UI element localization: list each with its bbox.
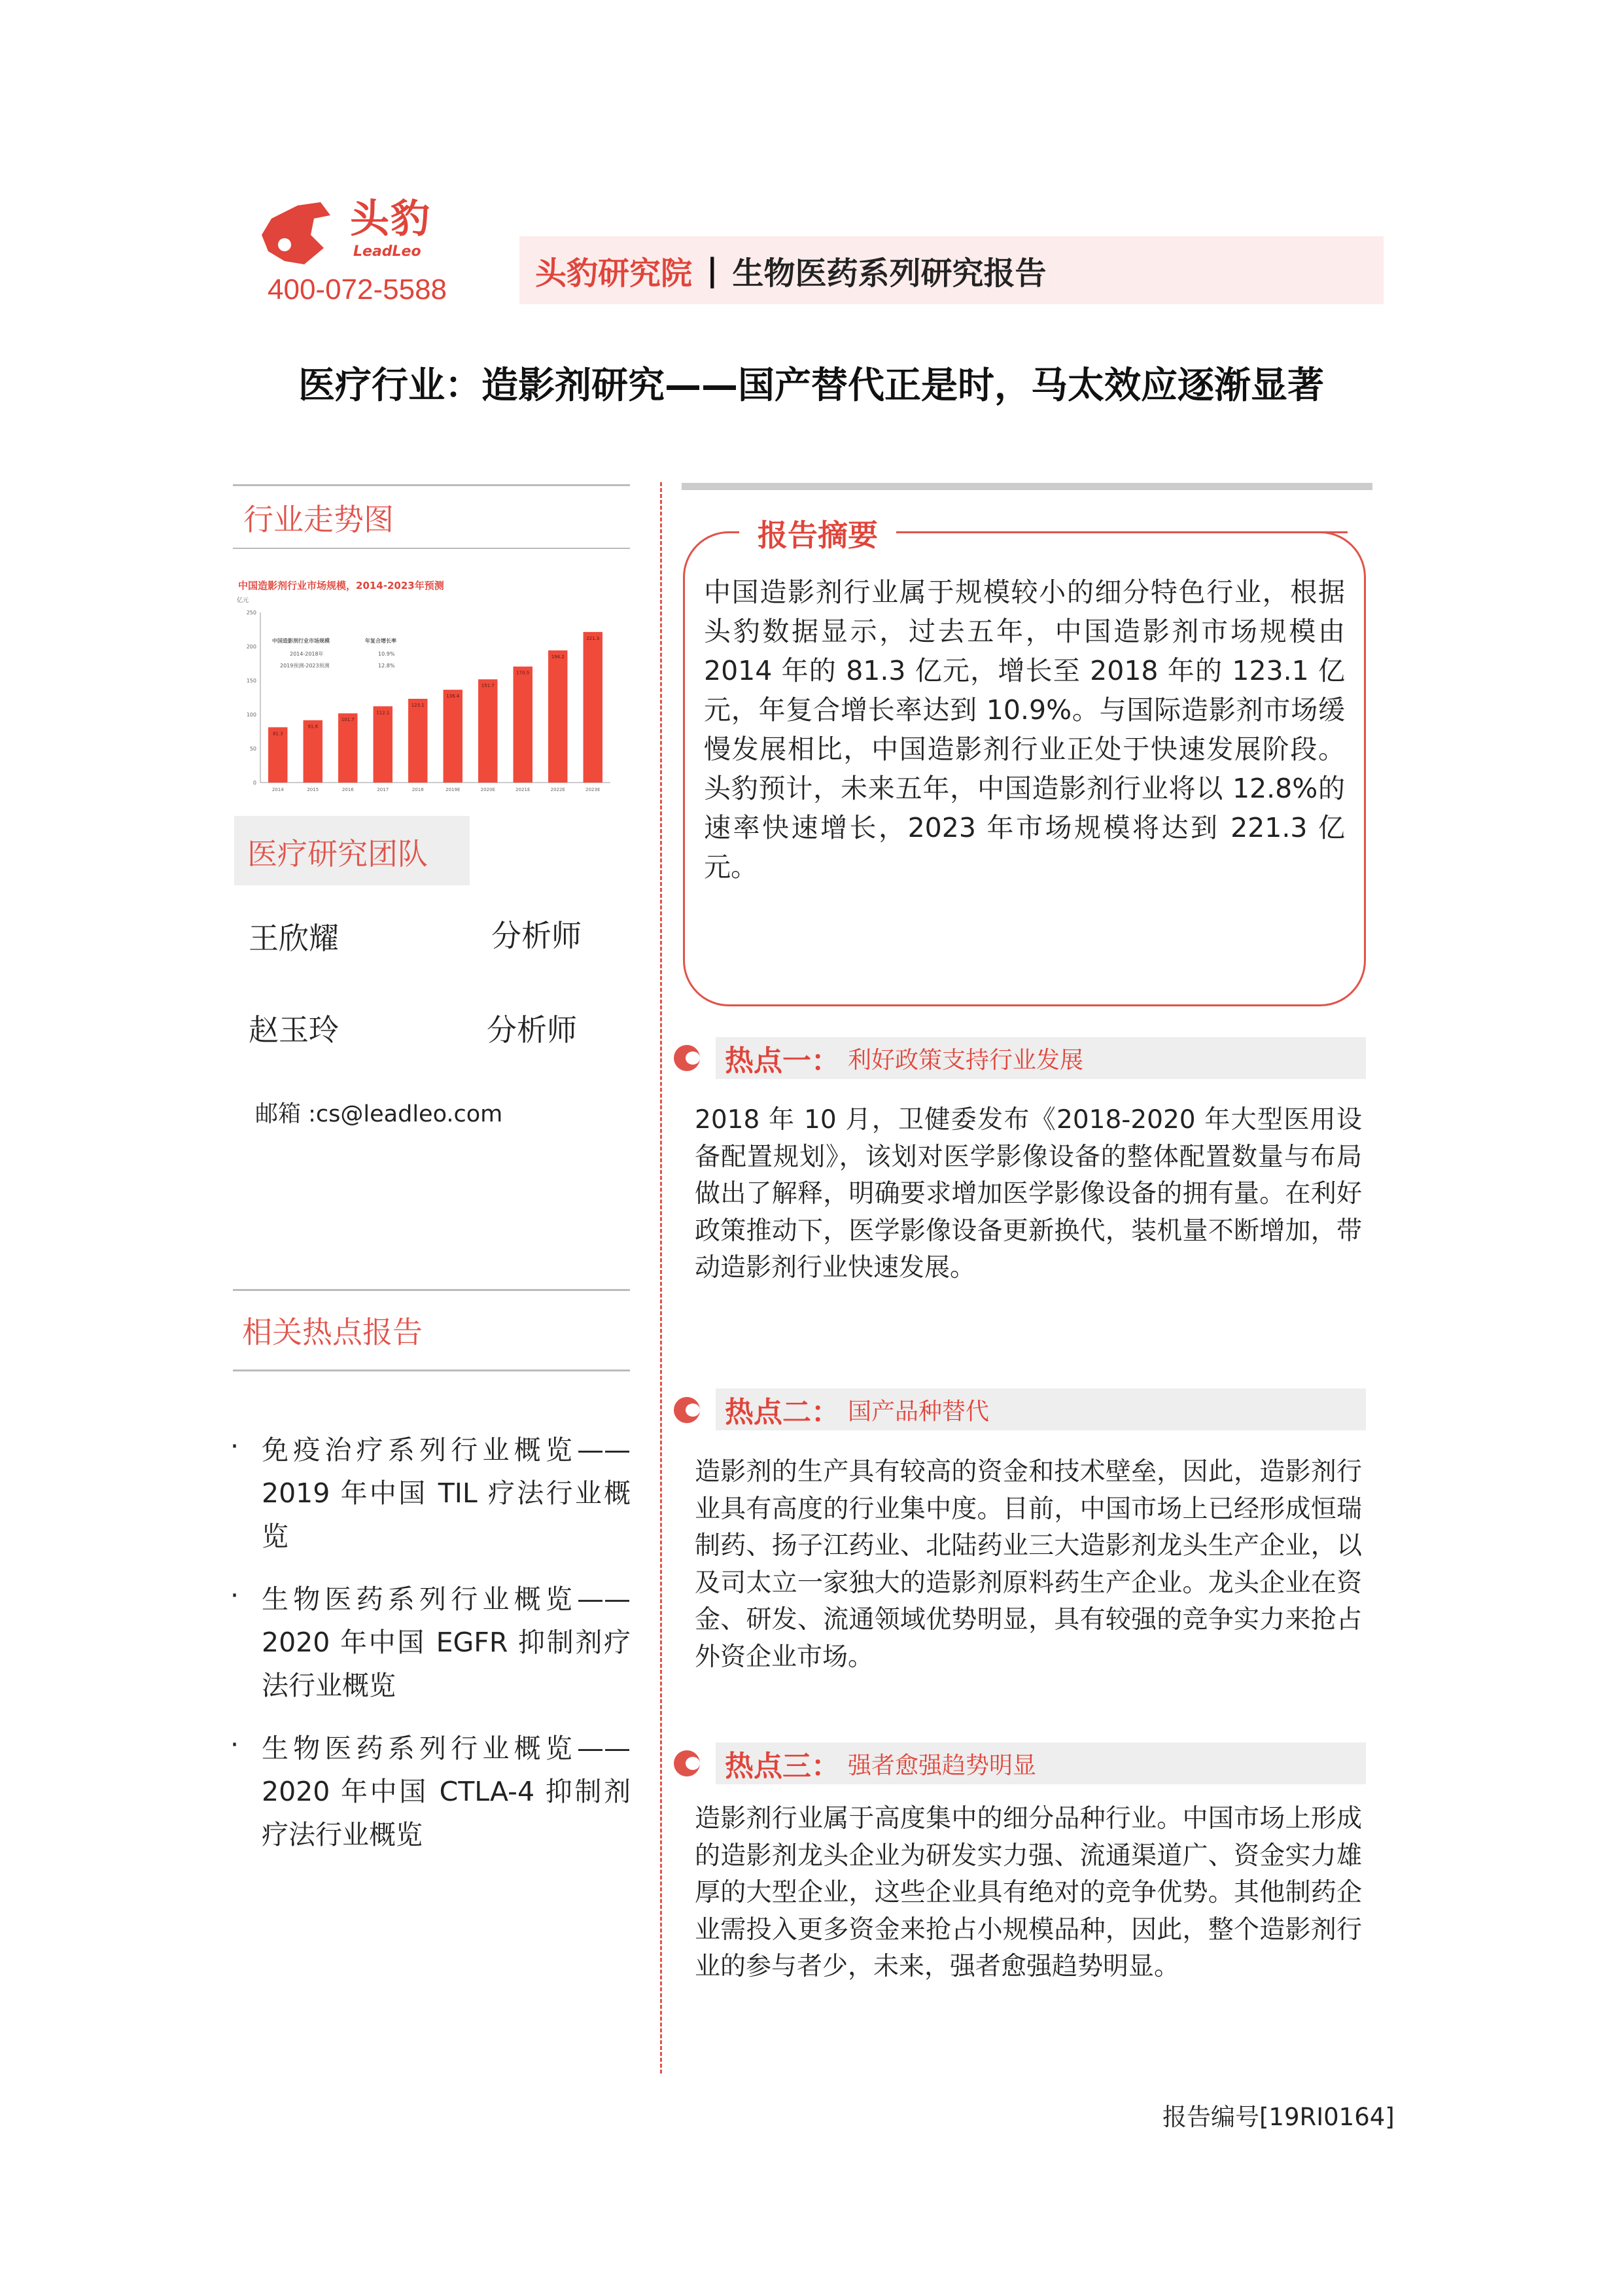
bar — [514, 667, 532, 783]
hotspot-text: 2018 年 10 月，卫健委发布《2018-2020 年大型医用设备配置规划》，该划对医学影像设备的整体配置数量与布局做出了解释，明确要求增加医学影像设备的拥有量。在利好政策推动下，医学影像设备更新换代，装机量不断增加，带动造影剂行业快速发展。 — [695, 1105, 1362, 1282]
hotspot-1-bar — [716, 1037, 1366, 1079]
related-report-list — [230, 1428, 631, 1856]
header-org: 头豹研究院 — [535, 255, 693, 292]
bar-value-label: 194.2 — [551, 654, 565, 660]
hotspot-2-bar — [716, 1388, 1366, 1430]
y-tick-label: 150 — [246, 678, 256, 684]
bar — [444, 690, 462, 783]
bar-value-label: 101.7 — [341, 717, 355, 723]
bar-value-label: 123.1 — [411, 702, 425, 708]
divider — [233, 548, 630, 549]
logo — [258, 196, 481, 321]
x-tick-label: 2015 — [307, 787, 319, 792]
page-title: 医疗行业：造影剂研究——国产替代正是时，马太效应逐渐显著 — [298, 364, 1324, 407]
bar — [478, 679, 497, 783]
inset-cell: 12.8% — [378, 663, 395, 669]
inset-cell: 2019预测-2023预测 — [280, 663, 330, 669]
x-tick-label: 2018 — [411, 787, 424, 792]
inset-header: 中国造影剂行业市场规模 — [272, 638, 330, 644]
inset-header: 年复合增长率 — [365, 638, 396, 644]
report-number: 报告编号[19RI0164] — [1162, 2103, 1395, 2131]
x-tick-label: 2023E — [585, 787, 601, 792]
bar — [374, 706, 393, 783]
hotspot-subtitle: 强者愈强趋势明显 — [848, 1752, 1037, 1779]
column-divider — [660, 482, 662, 2074]
chart-ylabel: 亿元 — [237, 597, 249, 604]
related-report-link[interactable]: · 生物医药系列行业概览——2020 年中国 CTLA-4 抑制剂疗法行业概览 — [230, 1727, 631, 1856]
hotspot-key: 热点三： — [725, 1750, 840, 1783]
bar — [338, 713, 357, 783]
related-report-link[interactable]: · 免疫治疗系列行业概览——2019 年中国 TIL 疗法行业概览 — [230, 1428, 631, 1558]
member-name: 王欣耀 — [249, 921, 339, 956]
bar-value-label: 112.1 — [376, 710, 390, 716]
summary-text: 中国造影剂行业属于规模较小的细分特色行业，根据头豹数据显示，过去五年，中国造影剂市场规模由 2014 年的 81.3 亿元，增长至 2018 年的 123.1 亿元，年复合增长率达到 10.9%。与国际造影剂市场缓慢发展相比，中国造影剂行业正处于快速发展阶段。头豹预计，未来五年，中国造影剂行业将以 12.8%的速率快速增长，2023 年市场规模将达到 221.3 亿元。 — [704, 576, 1345, 883]
y-tick-label: 50 — [249, 746, 256, 752]
y-tick-label: 0 — [253, 780, 256, 786]
hotspot-bullet-icon — [674, 1045, 700, 1071]
header-series: 生物医药系列研究报告 — [732, 255, 1047, 292]
brand-cn: 头豹 — [350, 196, 431, 242]
hotspot-bullet-icon — [674, 1397, 700, 1423]
trend-heading: 行业走势图 — [243, 502, 394, 537]
member-role: 分析师 — [487, 1012, 577, 1048]
hotspot-subtitle: 国产品种替代 — [848, 1398, 990, 1425]
x-tick-label: 2017 — [377, 787, 389, 792]
leopard-logo-icon — [258, 199, 350, 271]
bar — [548, 650, 567, 783]
hotspot-bullet-icon — [674, 1750, 700, 1776]
x-tick-label: 2022E — [550, 787, 565, 792]
report-header-bar — [519, 236, 1384, 304]
inset-cell: 10.9% — [378, 651, 395, 657]
y-tick-label: 100 — [246, 712, 256, 718]
market-size-chart — [234, 574, 614, 798]
bar — [304, 720, 323, 783]
hotspot-3-bar — [716, 1742, 1366, 1784]
bar — [408, 699, 427, 783]
y-tick-label: 250 — [246, 610, 256, 616]
hotspot-subtitle: 利好政策支持行业发展 — [848, 1046, 1084, 1074]
hotspot-text: 造影剂行业属于高度集中的细分品种行业。中国市场上形成的造影剂龙头企业为研发实力强、流通渠道广、资金实力雄厚的大型企业，这些企业具有绝对的竞争优势。其他制药企业需投入更多资金来抢占小规模品种，因此，整个造影剂行业的参与者少，未来，强者愈强趋势明显。 — [695, 1804, 1362, 1981]
hotspot-key: 热点二： — [725, 1396, 840, 1429]
bar-value-label: 91.6 — [307, 724, 319, 730]
bar-value-label: 81.3 — [272, 731, 283, 737]
hotspot-key: 热点一： — [725, 1044, 840, 1078]
team-heading: 医疗研究团队 — [234, 816, 470, 885]
chart-title: 中国造影剂行业市场规模，2014-2023年预测 — [238, 580, 444, 592]
divider — [233, 1369, 630, 1371]
member-role: 分析师 — [491, 918, 582, 953]
brand-en: LeadLeo — [353, 243, 421, 260]
bar-value-label: 170.5 — [516, 670, 530, 676]
summary-title: 报告摘要 — [739, 512, 896, 555]
bar-value-label: 221.3 — [586, 635, 600, 641]
x-tick-label: 2014 — [271, 787, 284, 792]
x-tick-label: 2016 — [341, 787, 354, 792]
related-heading: 相关热点报告 — [242, 1315, 423, 1350]
inset-cell: 2014-2018年 — [290, 651, 324, 657]
x-tick-label: 2020E — [480, 787, 495, 792]
member-name: 赵玉玲 — [249, 1012, 339, 1048]
divider — [233, 484, 630, 486]
phone-number: 400-072-5588 — [268, 274, 447, 306]
y-tick-label: 200 — [246, 644, 256, 650]
contact-email[interactable]: 邮箱 :cs@leadleo.com — [255, 1101, 503, 1127]
bar — [584, 632, 602, 783]
x-tick-label: 2019E — [445, 787, 461, 792]
x-tick-label: 2021E — [515, 787, 531, 792]
divider — [233, 1289, 630, 1291]
header-separator: | — [707, 252, 718, 289]
hotspot-text: 造影剂的生产具有较高的资金和技术壁垒，因此，造影剂行业具有高度的行业集中度。目前，中国市场上已经形成恒瑞制药、扬子江药业、北陆药业三大造影剂龙头生产企业，以及司太立一家独大的造影剂原料药生产企业。龙头企业在资金、研发、流通领域优势明显，具有较强的竞争实力来抢占外资企业市场。 — [695, 1457, 1362, 1672]
bar-value-label: 136.4 — [446, 694, 460, 699]
related-report-link[interactable]: · 生物医药系列行业概览——2020 年中国 EGFR 抑制剂疗法行业概览 — [230, 1578, 631, 1707]
top-rule — [682, 483, 1372, 490]
bar-value-label: 151.7 — [481, 683, 495, 689]
